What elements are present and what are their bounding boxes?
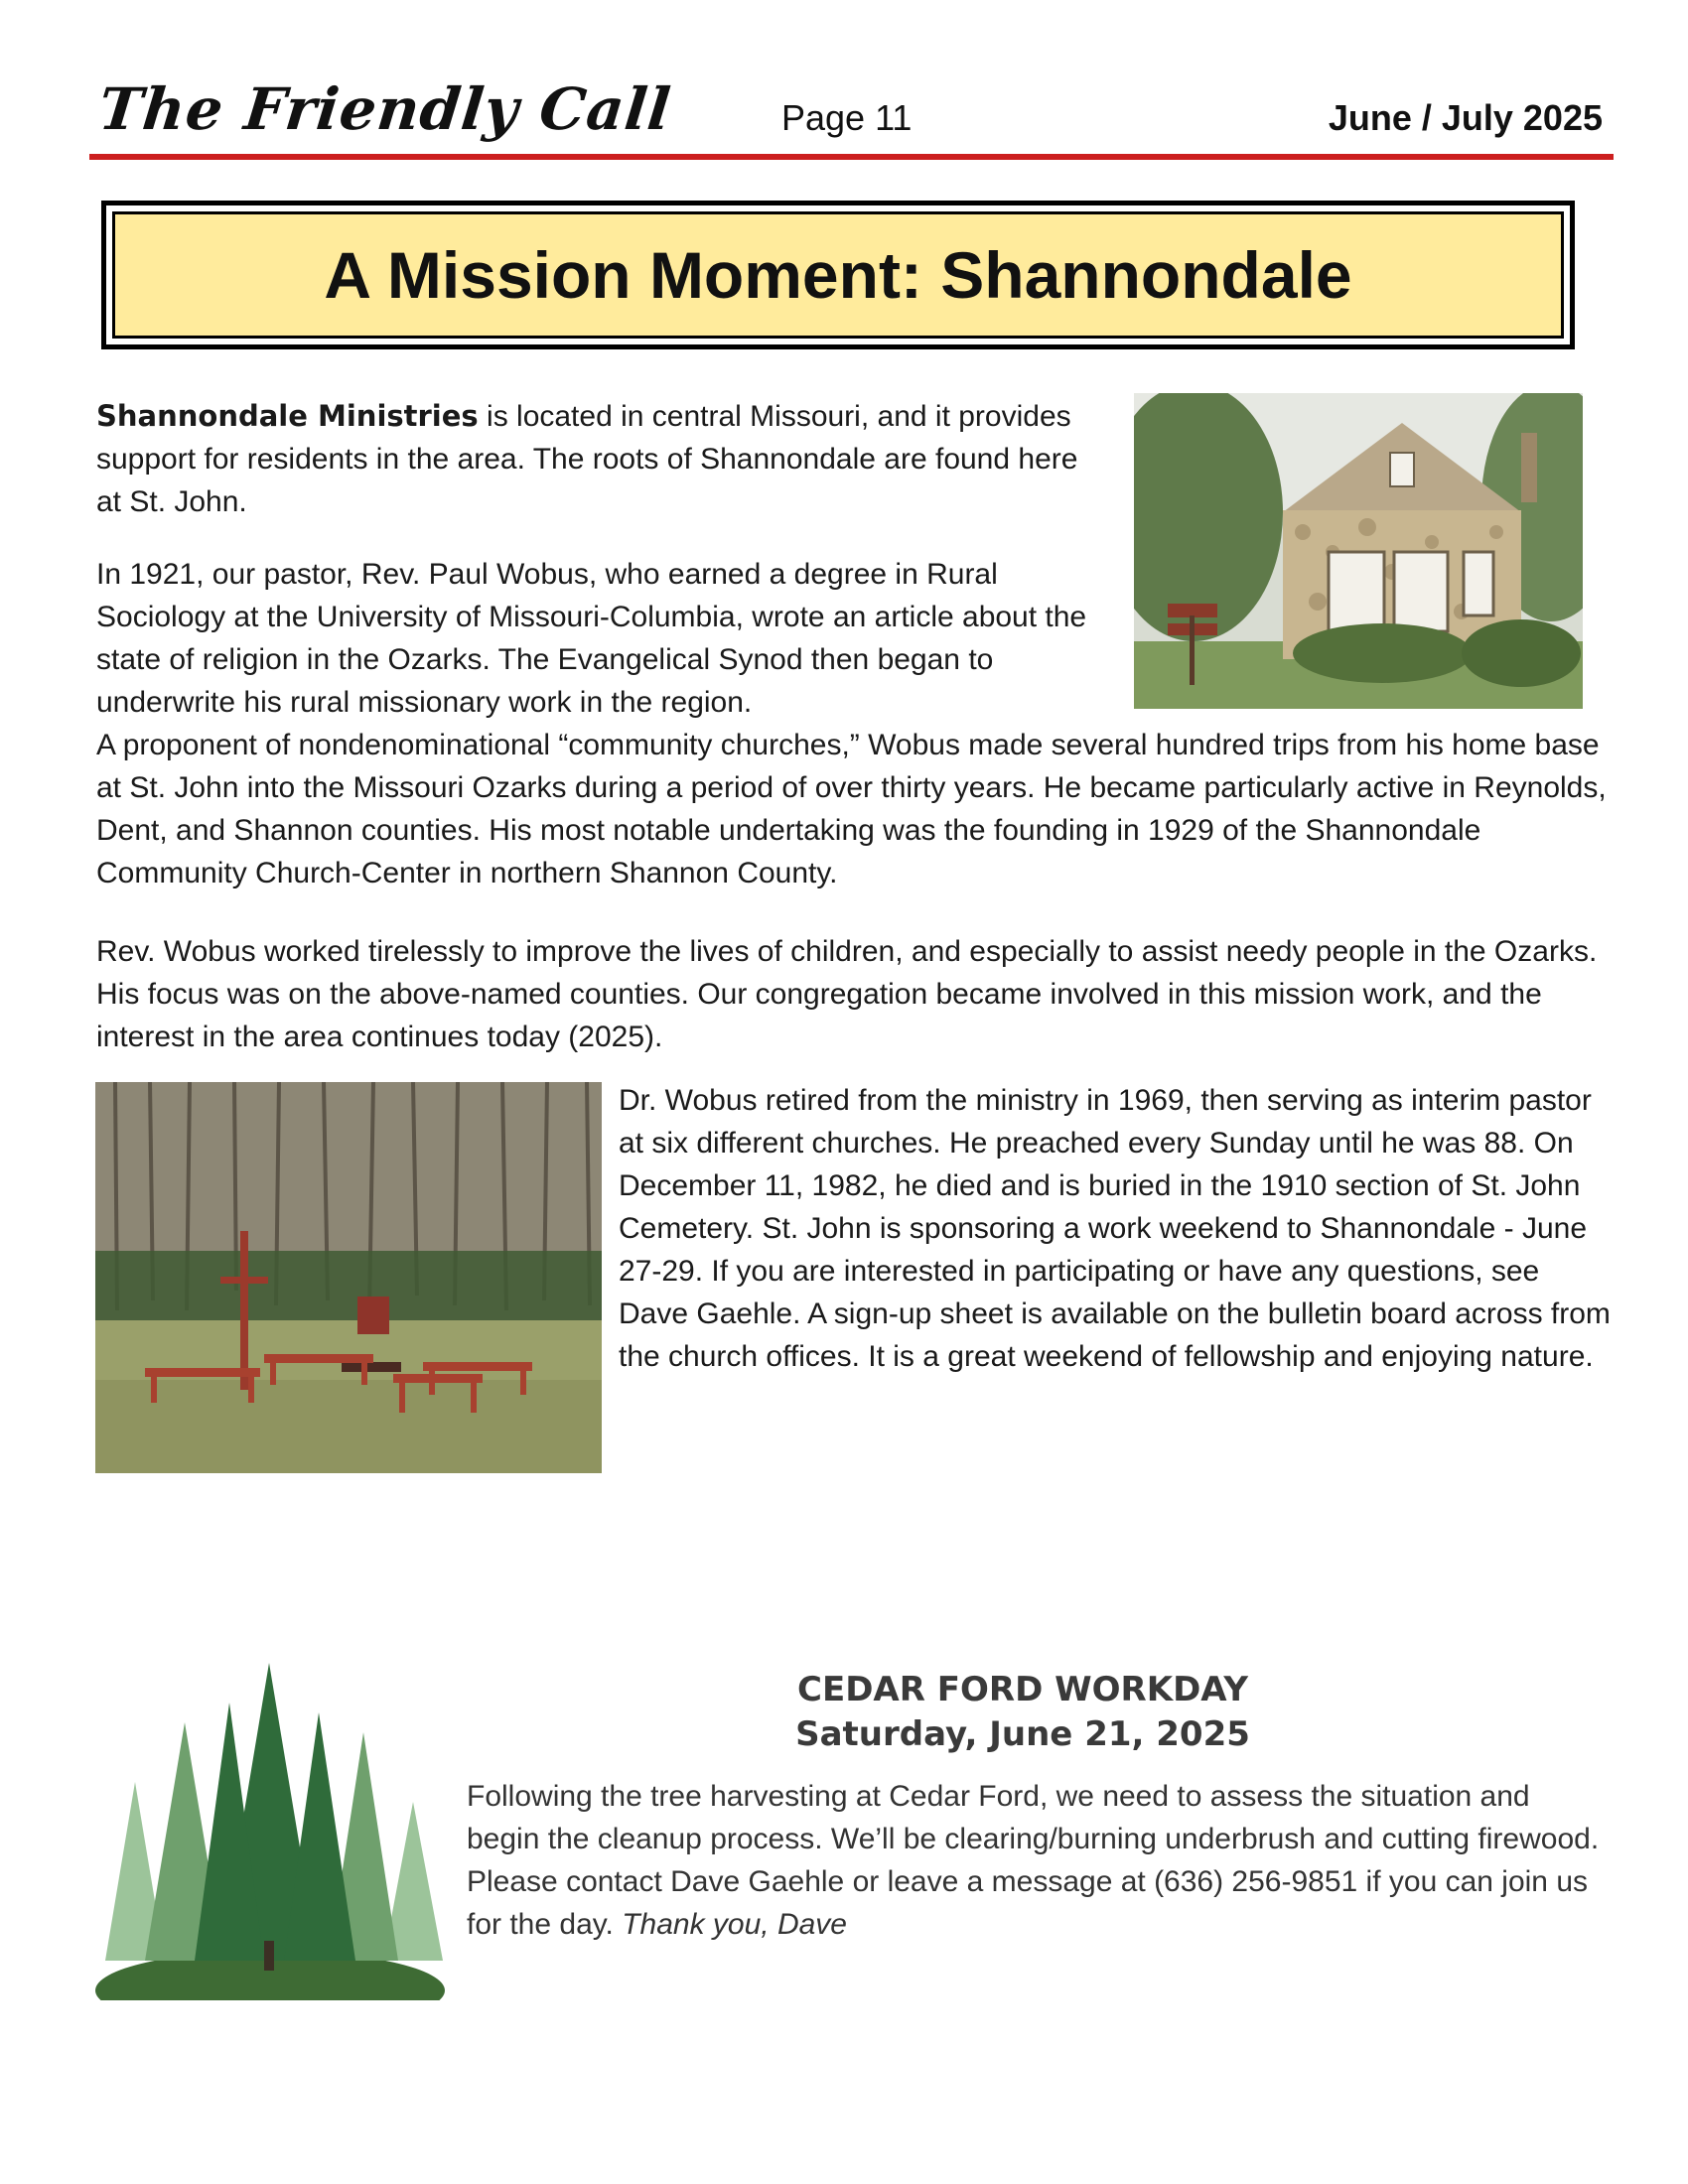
event-date: Saturday, June 21, 2025 [795, 1714, 1250, 1754]
event-signoff: Thank you, Dave [622, 1908, 847, 1941]
mission-text: Rev. Wobus worked tirelessly to improve the lives of children, and especially to assist needy people in the Ozarks. His focus was on the above-named counties. Our congregation became involved in this mission work, and the interest in the area continues today (2025). [96, 935, 1598, 1053]
retirement-text: Dr. Wobus retired from the ministry in 1969, then serving as interim pastor at six different churches. He preached every Sunday until he was 88. On December 11, 1982, he died and is buried in the 1910 section of St. John Cemetery. St. John is sponsoring a work weekend to Shannondale - June 27-29. If you are interested in participating or have any questions, see Dave Gaehle. A sign-up sheet is available on the bulletin board across from the church offices. It is a great weekend of fellowship and enjoying nature. [619, 1084, 1611, 1373]
history-text-b: A proponent of nondenominational “community churches,” Wobus made several hundred trips from his home base at St. John into the Missouri Ozarks during a period of over thirty years. He became particularly active in Reynolds, Dent, and Shannon counties. His most notable undertaking was the founding in 1929 of the Shannondale Community Church-Center in northern Shannon County. [96, 729, 1607, 889]
ministry-name: Shannondale Ministries [96, 399, 479, 433]
paragraph-mission [96, 930, 1616, 1058]
page-number: Page 11 [781, 97, 913, 138]
intro-text: is located in central Missouri, and it provides support for residents in the area. The roots of Shannondale are found here at St. John. [96, 400, 1078, 518]
article-title: A Mission Moment: Shannondale [324, 238, 1352, 312]
masthead-logo: The Friendly Call [95, 75, 675, 143]
paragraph-retirement [619, 1079, 1612, 1378]
issue-date: June / July 2025 [1328, 97, 1603, 138]
event-title: CEDAR FORD WORKDAY [797, 1670, 1248, 1709]
history-text-a: In 1921, our pastor, Rev. Paul Wobus, who earned a degree in Rural Sociology at the University of Missouri-Columbia, wrote an article about the state of religion in the Ozarks. The Evangelical Synod then began to underwrite his rural missionary work in the region. [96, 558, 1087, 719]
page-header [91, 71, 1611, 161]
article-title-box [101, 201, 1575, 349]
header-rule [89, 154, 1614, 160]
paragraph-intro [96, 395, 1089, 523]
event-heading [755, 1668, 1291, 1757]
pine-trees-illustration [95, 1663, 445, 2000]
article-title-fill [112, 211, 1564, 339]
event-description [467, 1775, 1609, 1946]
paragraph-history [96, 553, 1089, 724]
church-photo [1134, 393, 1583, 709]
event-body-text: Following the tree harvesting at Cedar Ford, we need to assess the situation and begin the cleanup process. We’ll be clearing/burning underbrush and cutting firewood. Please contact Dave Gaehle or leave a message at (636) 256-9851 if you can join us for the day. [467, 1780, 1600, 1941]
paragraph-history-cont [96, 724, 1616, 894]
cross-benches-photo [95, 1082, 602, 1473]
